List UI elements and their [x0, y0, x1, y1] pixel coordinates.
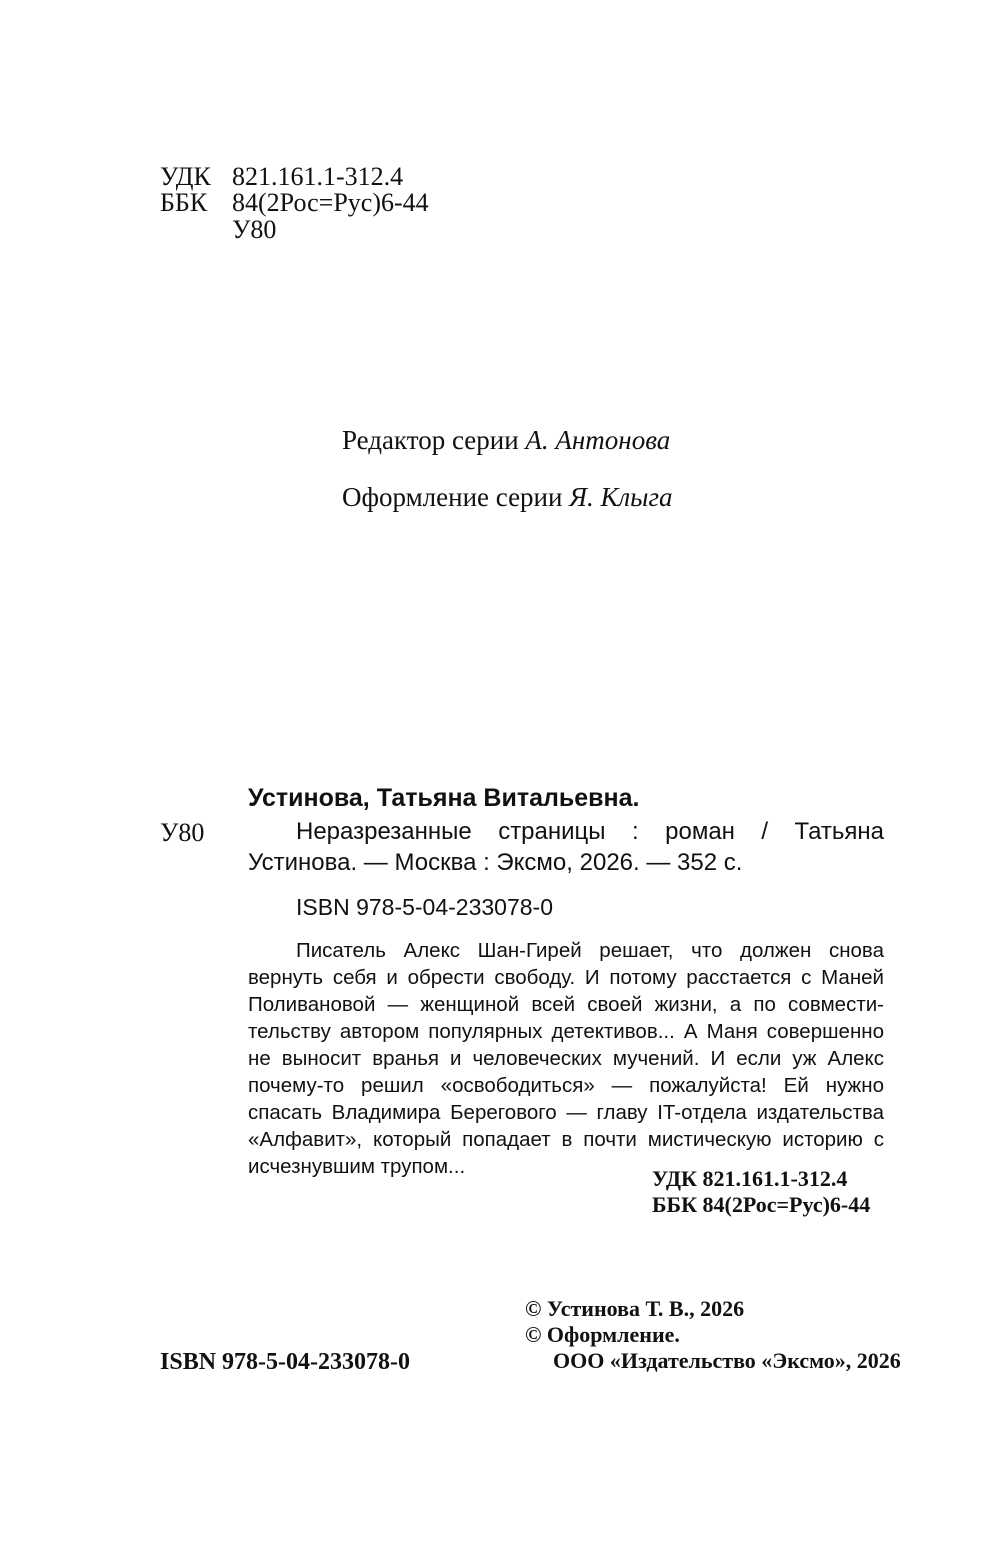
- udk-line: УДК 821.161.1-312.4: [652, 1166, 848, 1191]
- publisher-line: ООО «Издательство «Эксмо», 2026: [553, 1348, 901, 1373]
- udk-value: 821.161.1-312.4: [232, 162, 404, 191]
- annotation: [248, 937, 884, 1180]
- annotation-line: не выносит вранья и человеческих мучений. И если уж Алекс: [248, 1047, 884, 1070]
- annotation-line: Поливановой — женщиной всей своей жизни, а по совмести-: [248, 993, 884, 1016]
- bbk-value: 84(2Рос=Рус)6-44: [232, 188, 429, 217]
- copyright-author: © Устинова Т. В., 2026: [525, 1296, 745, 1321]
- author-heading: Устинова, Татьяна Витальевна.: [248, 784, 640, 812]
- annotation-line: тельству автором популярных детективов... А Маня совершенно: [248, 1020, 884, 1043]
- editor-name: А. Антонова: [525, 425, 671, 455]
- annotation-line: вернуть себя и обрести свободу. И потому расстается с Маней: [248, 966, 884, 989]
- author-mark: У80: [160, 818, 205, 847]
- design-credit: [342, 484, 673, 511]
- bbk-line: ББК 84(2Рос=Рус)6-44: [652, 1192, 871, 1217]
- design-name: Я. Клыга: [569, 482, 673, 512]
- annotation-line: «Алфавит», который попадает в почти мистическую историю с: [248, 1128, 884, 1151]
- design-label: Оформление серии: [342, 482, 563, 512]
- annotation-line: спасать Владимира Берегового — главу IT-отдела издательства: [248, 1101, 884, 1124]
- bibliographic-description: [248, 816, 884, 878]
- isbn-card: ISBN 978-5-04-233078-0: [296, 894, 553, 920]
- title-line: Неразрезанные страницы : роман / Татьяна: [296, 818, 884, 845]
- udk-label: УДК: [160, 162, 211, 191]
- isbn-footer: ISBN 978-5-04-233078-0: [160, 1349, 410, 1375]
- annotation-line: исчезнувшим трупом...: [248, 1155, 466, 1178]
- author-mark-top: У80: [232, 215, 277, 244]
- annotation-line: почему-то решил «освободиться» — пожалуйста! Ей нужно: [248, 1074, 884, 1097]
- annotation-line: Писатель Алекс Шан-Гирей решает, что должен снова: [296, 939, 884, 962]
- bbk-label: ББК: [160, 188, 208, 217]
- editor-credit: [342, 427, 670, 454]
- title-line: Устинова. — Москва : Эксмо, 2026. — 352 с.: [248, 849, 743, 876]
- editor-label: Редактор серии: [342, 425, 519, 455]
- copyright-design: © Оформление.: [525, 1322, 680, 1347]
